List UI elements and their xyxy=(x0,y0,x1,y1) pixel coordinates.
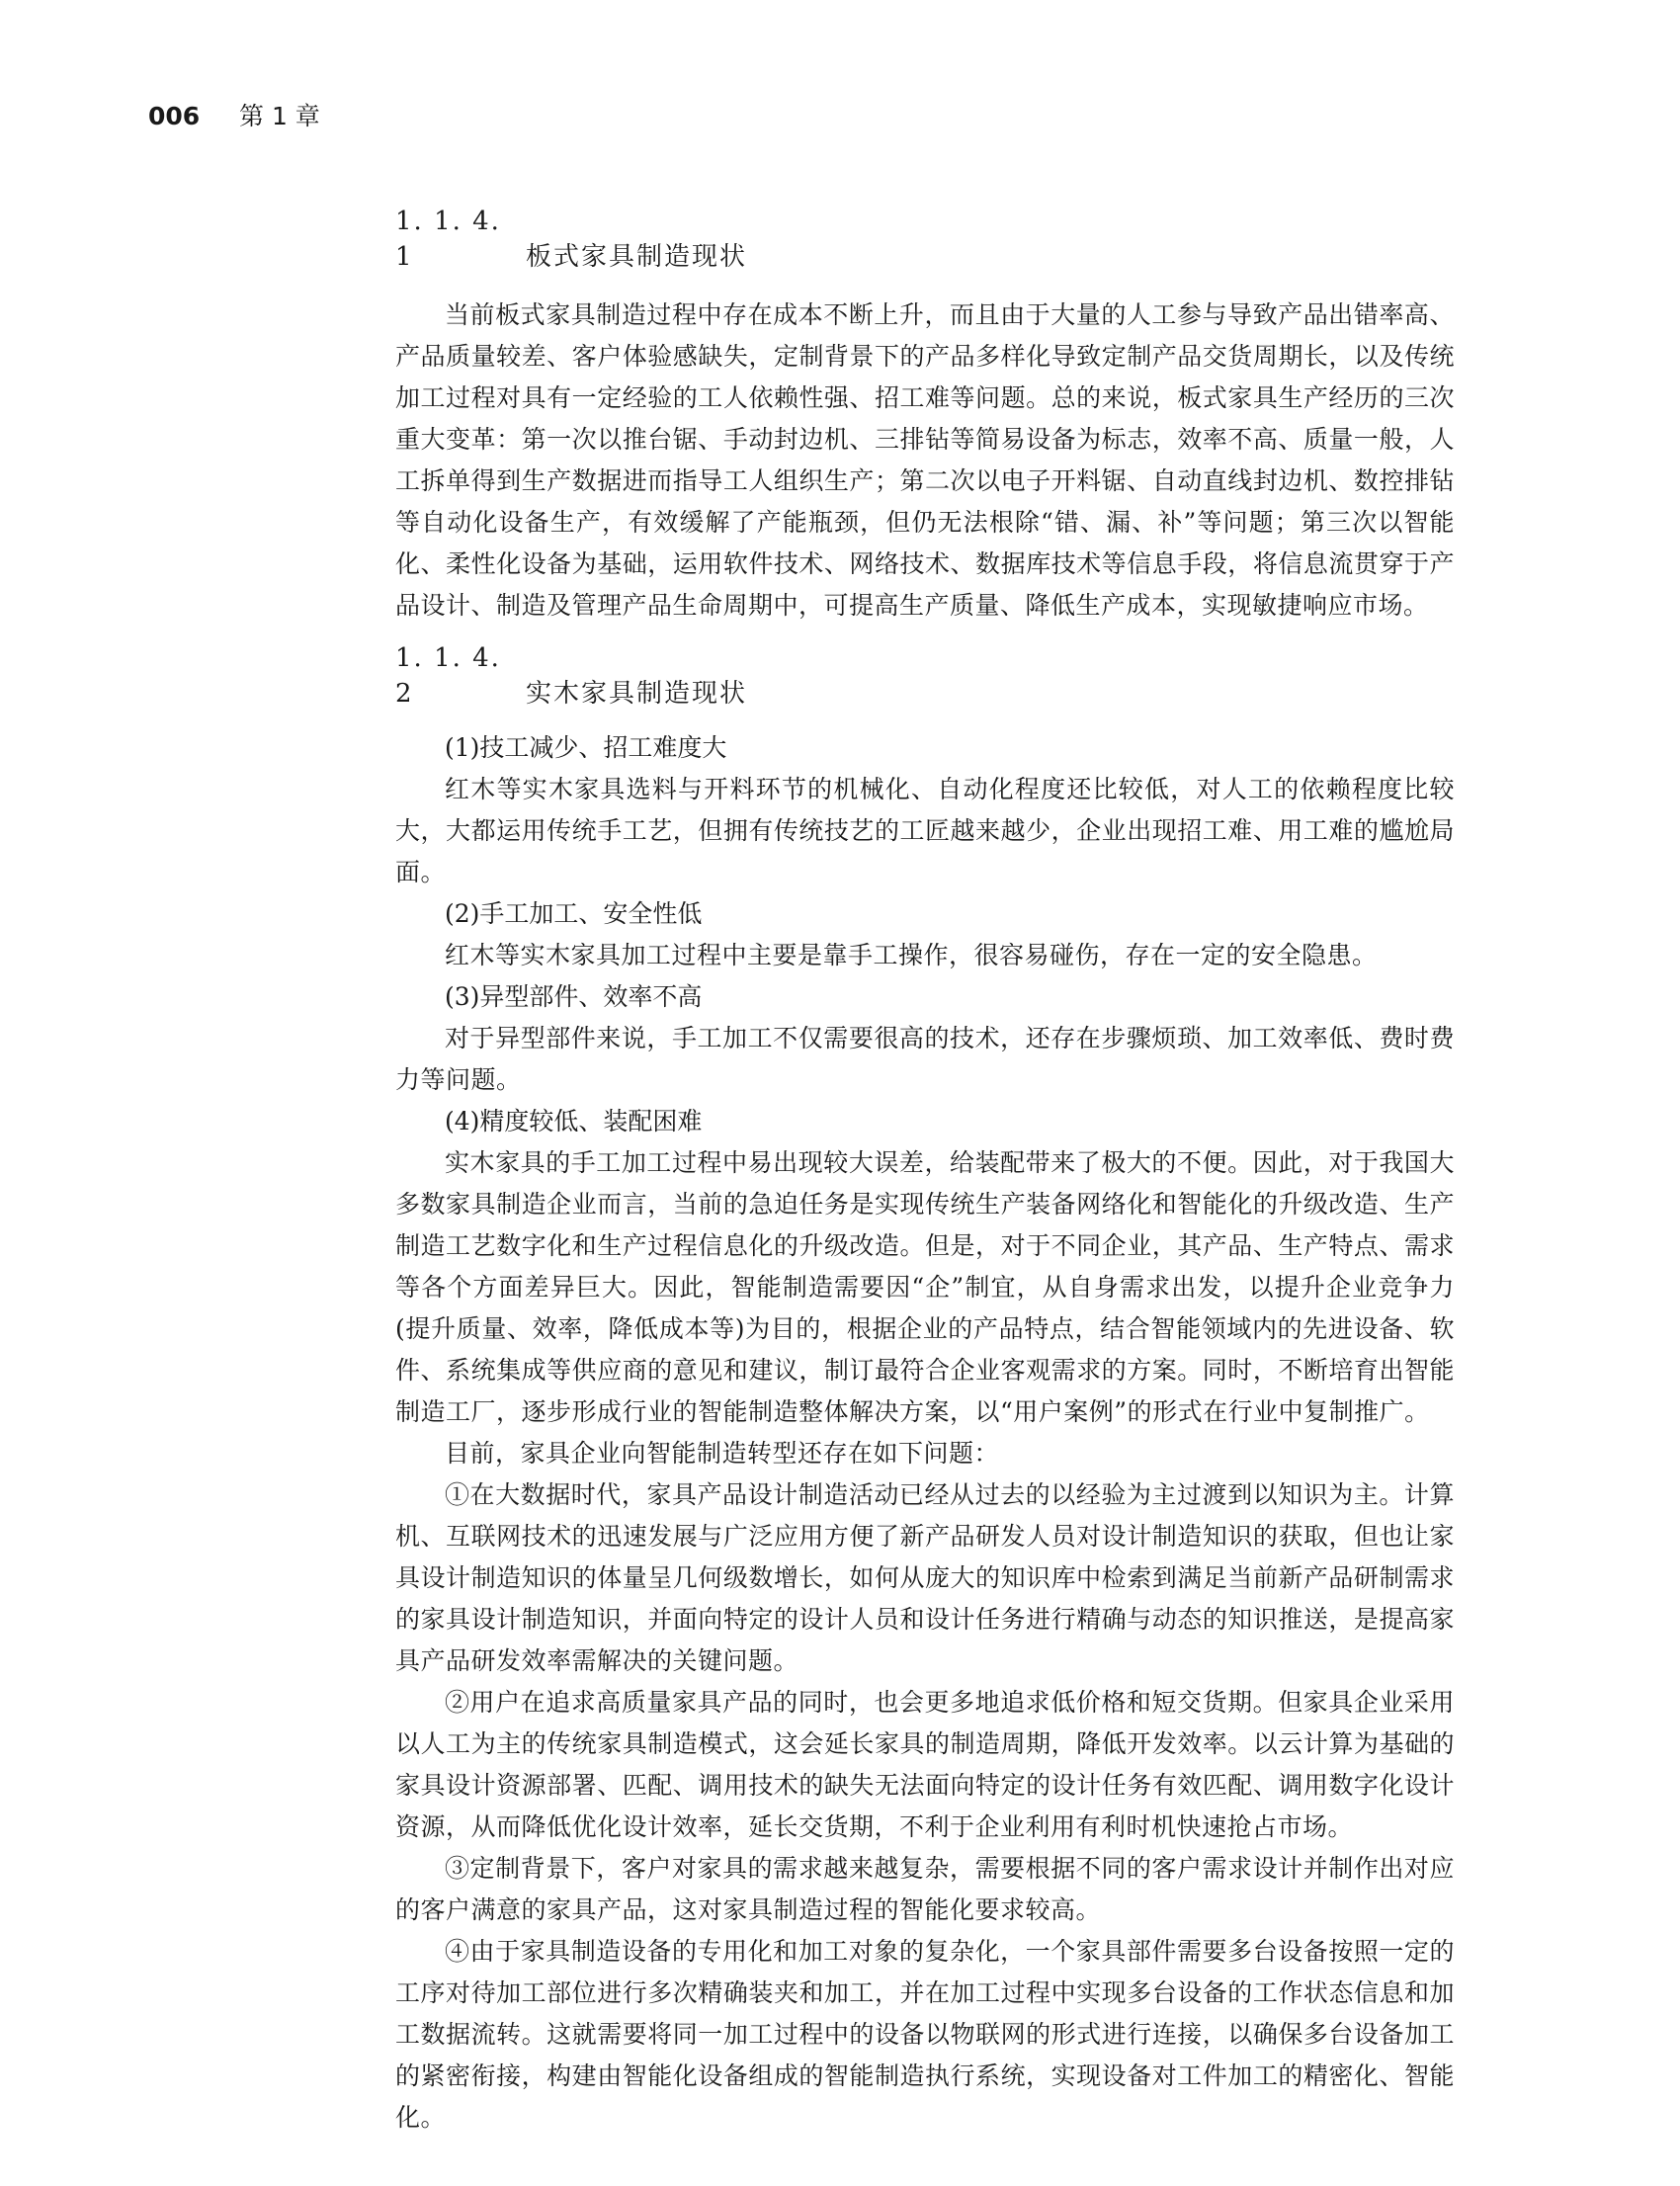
page-number: 006 xyxy=(148,102,201,130)
section-paragraph: 当前板式家具制造过程中存在成本不断上升，而且由于大量的人工参与导致产品出错率高、产品质量较差、客户体验感缺失，定制背景下的产品多样化导致定制产品交货周期长，以及传统加工过程对具有一定经验的工人依赖性强、招工难等问题。总的来说，板式家具生产经历的三次重大变革：第一次以推台锯、手动封边机、三排钻等简易设备为标志，效率不高、质量一般，人工拆单得到生产数据进而指导工人组织生产；第二次以电子开料锯、自动直线封边机、数控排钻等自动化设备生产，有效缓解了产能瓶颈，但仍无法根除“错、漏、补”等问题；第三次以智能化、柔性化设备为基础，运用软件技术、网络技术、数据库技术等信息手段，将信息流贯穿于产品设计、制造及管理产品生命周期中，可提高生产质量、降低生产成本，实现敏捷响应市场。 xyxy=(395,300,1455,620)
item-heading: (4)精度较低、装配困难 xyxy=(445,1107,703,1135)
item-paragraph: 红木等实木家具选料与开料环节的机械化、自动化程度还比较低，对人工的依赖程度比较大，大都运用传统手工艺，但拥有传统技艺的工匠越来越少，企业出现招工难、用工难的尴尬局面。 xyxy=(395,775,1455,886)
problem-paragraph: ③定制背景下，客户对家具的需求越来越复杂，需要根据不同的客户需求设计并制作出对应的客户满意的家具产品，这对家具制造过程的智能化要求较高。 xyxy=(395,1854,1455,1924)
section-title: 实木家具制造现状 xyxy=(526,679,748,709)
section-number: 1. 1. 4. 1 xyxy=(395,207,501,272)
problem-paragraph: ①在大数据时代，家具产品设计制造活动已经从过去的以经验为主过渡到以知识为主。计算机、互联网技术的迅速发展与广泛应用方便了新产品研发人员对设计制造知识的获取，但也让家具设计制造知识的体量呈几何级数增长，如何从庞大的知识库中检索到满足当前新产品研制需求的家具设计制造知识，并面向特定的设计人员和设计任务进行精确与动态的知识推送，是提高家具产品研发效率需解决的关键问题。 xyxy=(395,1480,1455,1675)
problem-paragraph: ④由于家具制造设备的专用化和加工对象的复杂化，一个家具部件需要多台设备按照一定的工序对待加工部位进行多次精确装夹和加工，并在加工过程中实现多台设备的工作状态信息和加工数据流转。这就需要将同一加工过程中的设备以物联网的形式进行连接，以确保多台设备加工的紧密衔接，构建由智能化设备组成的智能制造执行系统，实现设备对工件加工的精密化、智能化。 xyxy=(395,1937,1455,2132)
item-paragraph: 红木等实木家具加工过程中主要是靠手工操作，很容易碰伤，存在一定的安全隐患。 xyxy=(445,941,1378,969)
page-body xyxy=(395,204,1455,2139)
item-heading: (2)手工加工、安全性低 xyxy=(445,899,703,928)
item-heading: (1)技工减少、招工难度大 xyxy=(445,733,727,762)
problem-paragraph: ②用户在追求高质量家具产品的同时，也会更多地追求低价格和短交货期。但家具企业采用以人工为主的传统家具制造模式，这会延长家具的制造周期，降低开发效率。以云计算为基础的家具设计资源部署、匹配、调用技术的缺失无法面向特定的设计任务有效匹配、调用数字化设计资源，从而降低优化设计效率，延长交货期，不利于企业利用有利时机快速抢占市场。 xyxy=(395,1688,1455,1841)
item-heading: (3)异型部件、效率不高 xyxy=(445,982,703,1011)
section-heading-1-1-4-2 xyxy=(395,640,1455,712)
item-paragraph: 对于异型部件来说，手工加工不仅需要很高的技术，还存在步骤烦琐、加工效率低、费时费力等问题。 xyxy=(395,1024,1455,1094)
section-title: 板式家具制造现状 xyxy=(526,242,748,272)
running-head xyxy=(148,101,320,132)
chapter-label: 第 1 章 xyxy=(239,102,320,130)
item-paragraph: 实木家具的手工加工过程中易出现较大误差，给装配带来了极大的不便。因此，对于我国大多数家具制造企业而言，当前的急迫任务是实现传统生产装备网络化和智能化的升级改造、生产制造工艺数字化和生产过程信息化的升级改造。但是，对于不同企业，其产品、生产特点、需求等各个方面差异巨大。因此，智能制造需要因“企”制宜，从自身需求出发，以提升企业竞争力(提升质量、效率，降低成本等)为目的，根据企业的产品特点，结合智能领域内的先进设备、软件、系统集成等供应商的意见和建议，制订最符合企业客观需求的方案。同时，不断培育出智能制造工厂，逐步形成行业的智能制造整体解决方案，以“用户案例”的形式在行业中复制推广。 xyxy=(395,1148,1455,1426)
problems-intro: 目前，家具企业向智能制造转型还存在如下问题： xyxy=(445,1439,1000,1468)
section-heading-1-1-4-1 xyxy=(395,204,1455,275)
section-number: 1. 1. 4. 2 xyxy=(395,643,501,709)
